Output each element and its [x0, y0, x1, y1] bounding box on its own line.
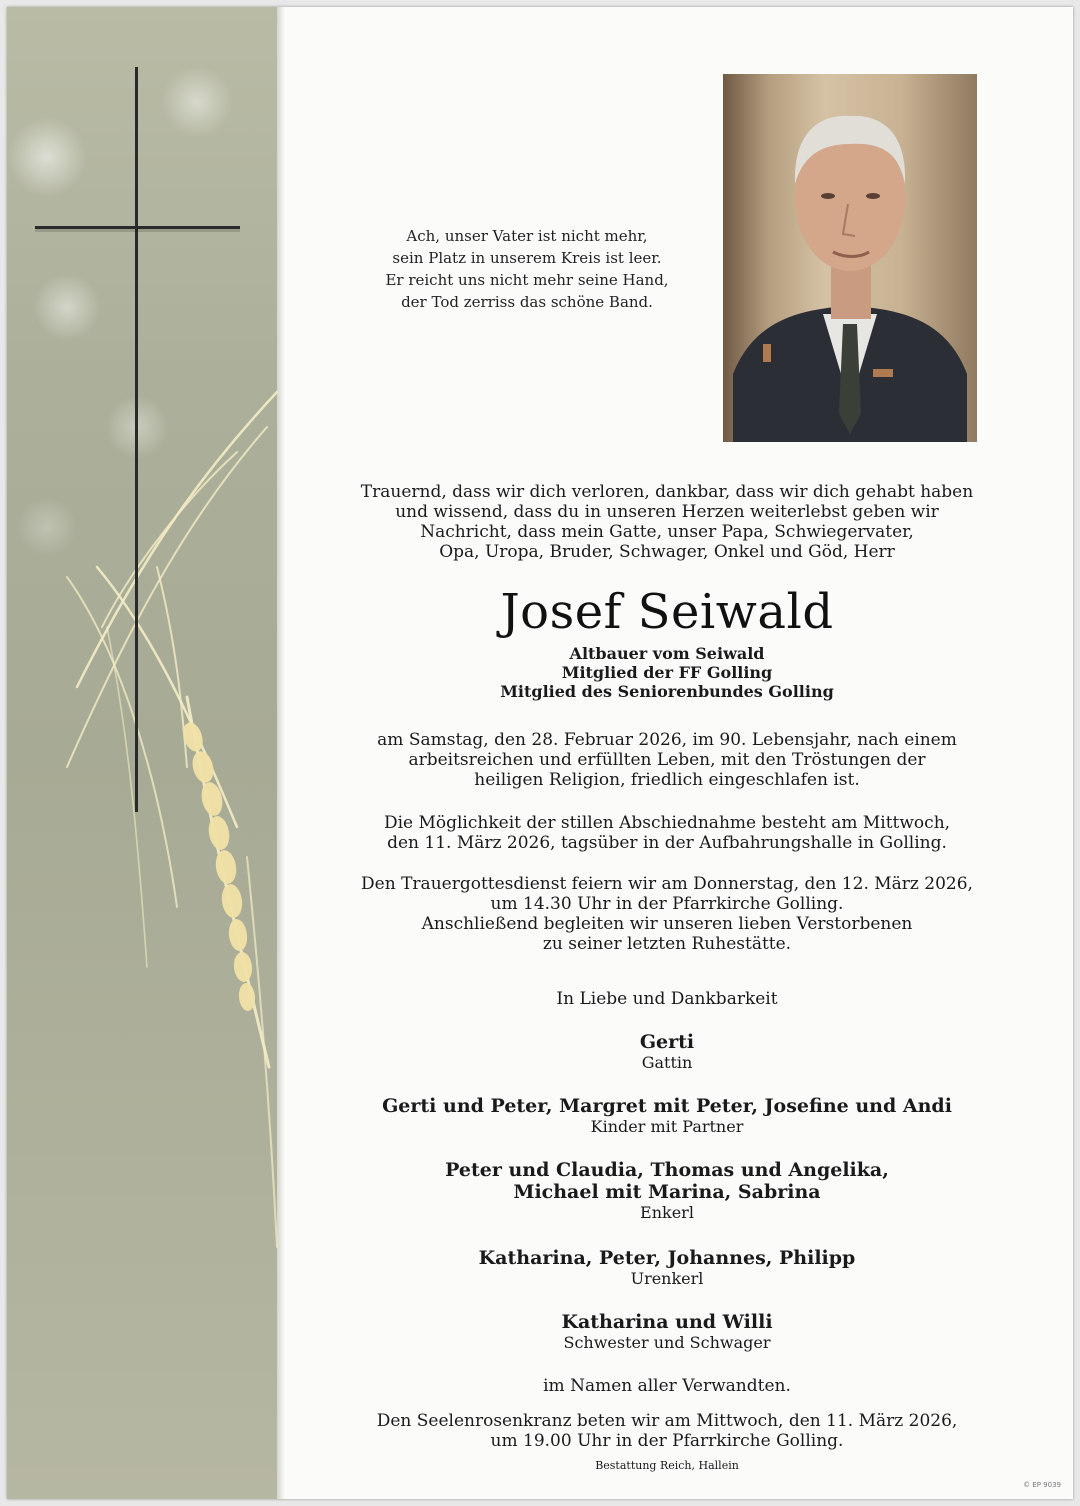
family-names: Michael mit Marina, Sabrina: [513, 1181, 821, 1203]
family-group-grandchildren: [337, 1159, 997, 1222]
notice-line: am Samstag, den 28. Februar 2026, im 90. Lebensjahr, nach einem: [377, 730, 957, 750]
service-line: zu seiner letzten Ruhestätte.: [542, 934, 792, 954]
deceased-name: Josef Seiwald: [500, 584, 834, 640]
family-relation: Enkerl: [640, 1203, 694, 1222]
intro-line: Trauernd, dass wir dich verloren, dankbar, dass wir dich gehabt haben: [360, 482, 974, 502]
title-line: Mitglied der FF Golling: [561, 663, 773, 682]
family-relation: Urenkerl: [630, 1269, 704, 1288]
family-group-great-grandchildren: [337, 1247, 997, 1288]
title-line: Mitglied des Seniorenbundes Golling: [500, 682, 834, 701]
intro-line: und wissend, dass du in unseren Herzen weiterlebst geben wir: [395, 502, 939, 522]
service-line: Den Trauergottesdienst feiern wir am Donnerstag, den 12. März 2026,: [361, 874, 973, 894]
wheat-ear-illustration: [7, 7, 297, 1499]
rosary-line: Den Seelenrosenkranz beten wir am Mittwoch, den 11. März 2026,: [376, 1411, 958, 1431]
death-notice: [337, 730, 997, 790]
service-info: [337, 874, 997, 954]
print-code: © EP 9039: [1023, 1481, 1061, 1489]
poem-line: Er reicht uns nicht mehr seine Hand,: [385, 271, 669, 289]
intro-line: Opa, Uropa, Bruder, Schwager, Onkel und Göd, Herr: [439, 542, 895, 562]
poem-line: der Tod zerriss das schöne Band.: [401, 293, 653, 311]
poem-line: sein Platz in unserem Kreis ist leer.: [392, 249, 662, 267]
cross-horizontal-bar: [35, 226, 240, 229]
relatives-line: im Namen aller Verwandten.: [543, 1376, 791, 1396]
farewell-line: den 11. März 2026, tagsüber in der Aufbahrungshalle in Golling.: [387, 833, 947, 853]
family-names: Gerti und Peter, Margret mit Peter, Josefine und Andi: [382, 1095, 952, 1117]
poem-line: Ach, unser Vater ist nicht mehr,: [406, 227, 648, 245]
portrait-photo: [723, 74, 977, 442]
family-group-children: [337, 1095, 997, 1136]
family-group-spouse: [337, 1031, 997, 1072]
family-names: Gerti: [639, 1031, 695, 1053]
family-names: Peter und Claudia, Thomas und Angelika,: [445, 1159, 889, 1181]
notice-line: arbeitsreichen und erfüllten Leben, mit den Tröstungen der: [408, 750, 926, 770]
family-group-siblings: [337, 1311, 997, 1352]
farewell-line: Die Möglichkeit der stillen Abschiednahme besteht am Mittwoch,: [383, 813, 951, 833]
rosary-info: [337, 1411, 997, 1451]
family-relation: Kinder mit Partner: [590, 1117, 744, 1136]
rosary-line: um 19.00 Uhr in der Pfarrkirche Golling.: [490, 1431, 844, 1451]
poem: [327, 225, 727, 313]
obituary-page: [7, 7, 1073, 1499]
title-line: Altbauer vom Seiwald: [569, 644, 765, 663]
notice-line: heiligen Religion, friedlich eingeschlafen ist.: [474, 770, 860, 790]
service-line: Anschließend begleiten wir unseren lieben Verstorbenen: [421, 914, 913, 934]
service-line: um 14.30 Uhr in der Pfarrkirche Golling.: [490, 894, 844, 914]
family-names: Katharina und Willi: [561, 1311, 773, 1333]
family-names: Katharina, Peter, Johannes, Philipp: [478, 1247, 856, 1269]
intro-text: [337, 482, 997, 562]
family-relation: Schwester und Schwager: [563, 1333, 771, 1352]
undertaker: Bestattung Reich, Hallein: [595, 1459, 739, 1472]
cross-vertical-bar: [135, 67, 138, 812]
family-relation: Gattin: [641, 1053, 693, 1072]
love-line: In Liebe und Dankbarkeit: [556, 989, 778, 1009]
intro-line: Nachricht, dass mein Gatte, unser Papa, Schwiegervater,: [420, 522, 914, 542]
farewell-info: [337, 813, 997, 853]
deceased-titles: [337, 644, 997, 701]
